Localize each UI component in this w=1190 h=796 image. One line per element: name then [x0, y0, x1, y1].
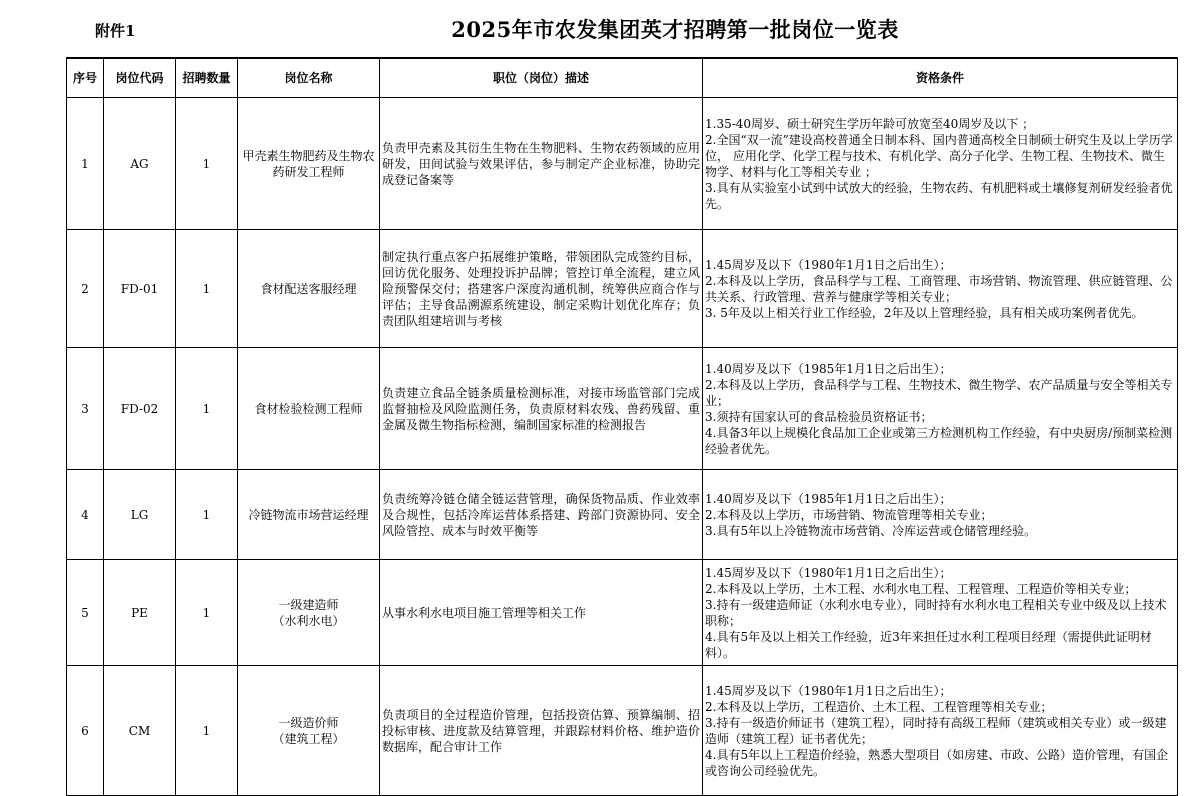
- row-count: 1: [176, 348, 238, 470]
- row-no: 3: [67, 348, 104, 470]
- requirement-item: 2.本科及以上学历，工程造价、土木工程、工程管理等相关专业；: [705, 699, 1053, 714]
- row-requirements: [703, 348, 1178, 470]
- requirement-item: 3.持有一级造价师证书（建筑工程），同时持有高级工程师（建筑或相关专业）或一级建造师（建筑工程）证书者优先；: [705, 715, 1167, 746]
- col-header-description: 职位（岗位）描述: [380, 58, 703, 98]
- requirement-item: 1.45周岁及以下（1980年1月1日之后出生）；: [705, 257, 952, 272]
- row-no: 4: [67, 470, 104, 560]
- row-count: 1: [176, 470, 238, 560]
- table-row: [67, 230, 1178, 348]
- col-header-no: 序号: [67, 58, 104, 98]
- row-description: 负责甲壳素及其衍生生物在生物肥料、生物农药领域的应用研发，田间试验与效果评估，参与制定产企业标准，协助完成登记备案等: [380, 98, 703, 230]
- row-description: 负责统筹冷链仓储全链运营管理，确保货物品质、作业效率及合规性，包括冷库运营体系搭建、跨部门资源协同、安全风险管控、成本与时效平衡等: [380, 470, 703, 560]
- requirement-item: 2.本科及以上学历，市场营销、物流管理等相关专业；: [705, 507, 993, 522]
- attachment-label: 附件1: [95, 22, 136, 40]
- row-requirements: [703, 98, 1178, 230]
- row-no: 1: [67, 98, 104, 230]
- page-title: 2025年市农发集团英才招聘第一批岗位一览表: [451, 17, 899, 42]
- row-code: FD-01: [104, 230, 176, 348]
- row-count: 1: [176, 230, 238, 348]
- row-count: 1: [176, 560, 238, 666]
- requirement-item: 2.本科及以上学历，食品科学与工程、工商管理、市场营销、物流管理、供应链管理、公共关系、行政管理、营养与健康学等相关专业；: [705, 273, 1173, 304]
- requirement-item: 3.须持有国家认可的食品检验员资格证书；: [705, 409, 933, 424]
- table-row: [67, 98, 1178, 230]
- row-position-name: 食材检验检测工程师: [238, 348, 380, 470]
- table-header-row: [67, 58, 1178, 98]
- row-description: 负责建立食品全链条质量检测标准，对接市场监管部门完成监督抽检及风险监测任务，负责原材料农残、兽药残留、重金属及微生物指标检测，编制国家标准的检测报告: [380, 348, 703, 470]
- requirement-item: 3.具有5年以上冷链物流市场营销、冷库运营或仓储管理经验。: [705, 523, 1037, 538]
- requirement-item: 1.40周岁及以下（1985年1月1日之后出生）；: [705, 361, 952, 376]
- row-code: PE: [104, 560, 176, 666]
- row-count: 1: [176, 666, 238, 796]
- requirement-item: 4.具有5年及以上相关工作经验，近3年来担任过水利工程项目经理（需提供此证明材料）。: [705, 629, 1152, 660]
- requirement-item: 2.全国“双一流”建设高校普通全日制本科、国内普通高校全日制硕士研究生及以上学历学位， 应用化学、化学工程与技术、有机化学、高分子化学、生物工程、生物技术、微生物学、材料与化工等相关专业 ；: [705, 132, 1173, 179]
- row-code: FD-02: [104, 348, 176, 470]
- row-description: 从事水利水电项目施工管理等相关工作: [380, 560, 703, 666]
- requirement-item: 3. 5年及以上相关行业工作经验，2年及以上管理经验，具有相关成功案例者优先。: [705, 305, 1144, 320]
- col-header-code: 岗位代码: [104, 58, 176, 98]
- row-no: 5: [67, 560, 104, 666]
- row-requirements: [703, 666, 1178, 796]
- positions-table: [66, 57, 1178, 796]
- requirement-item: 3.具有从实验室小试到中试放大的经验，生物农药、有机肥料或土壤修复剂研发经验者优先。: [705, 180, 1173, 211]
- requirement-item: 1.45周岁及以下（1980年1月1日之后出生）；: [705, 683, 952, 698]
- row-position-name: 甲壳素生物肥药及生物农药研发工程师: [238, 98, 380, 230]
- table-row: [67, 666, 1178, 796]
- requirement-item: 2.本科及以上学历，食品科学与工程、生物技术、微生物学、农产品质量与安全等相关专业；: [705, 377, 1173, 408]
- requirement-item: 2.本科及以上学历，土木工程、水利水电工程、工程管理、工程造价等相关专业；: [705, 581, 1137, 596]
- requirement-item: 1.40周岁及以下（1985年1月1日之后出生）；: [705, 491, 952, 506]
- row-requirements: [703, 470, 1178, 560]
- requirement-item: 1.35-40周岁、硕士研究生学历年龄可放宽至40周岁及以下 ；: [705, 116, 1035, 131]
- row-requirements: [703, 230, 1178, 348]
- table-row: [67, 470, 1178, 560]
- row-description: 制定执行重点客户拓展维护策略，带领团队完成签约目标，回访优化服务、处理投诉护品牌；管控订单全流程，建立风险预警保交付；搭建客户深度沟通机制，统筹供应商合作与评估；主导食品溯源系统建设，制定采购计划优化库存；负责团队组建培训与考核: [380, 230, 703, 348]
- row-code: CM: [104, 666, 176, 796]
- col-header-requirements: 资格条件: [703, 58, 1178, 98]
- row-no: 2: [67, 230, 104, 348]
- requirement-item: 4.具备3年以上规模化食品加工企业或第三方检测机构工作经验，有中央厨房/预制菜检测经验者优先。: [705, 425, 1173, 456]
- row-position-name: 一级造价师 （建筑工程）: [238, 666, 380, 796]
- row-no: 6: [67, 666, 104, 796]
- requirement-item: 1.45周岁及以下（1980年1月1日之后出生）；: [705, 565, 952, 580]
- row-description: 负责项目的全过程造价管理，包括投资估算、预算编制、招投标审核、进度款及结算管理，并跟踪材料价格、维护造价数据库，配合审计工作: [380, 666, 703, 796]
- table-row: [67, 348, 1178, 470]
- row-position-name: 冷链物流市场营运经理: [238, 470, 380, 560]
- row-position-name: 食材配送客服经理: [238, 230, 380, 348]
- col-header-count: 招聘数量: [176, 58, 238, 98]
- row-code: LG: [104, 470, 176, 560]
- row-position-name: 一级建造师 （水利水电）: [238, 560, 380, 666]
- requirement-item: 3.持有一级建造师证（水利水电专业），同时持有水利水电工程相关专业中级及以上技术职称；: [705, 597, 1167, 628]
- table-row: [67, 560, 1178, 666]
- requirement-item: 4.具有5年以上工程造价经验，熟悉大型项目（如房建、市政、公路）造价管理，有国企或咨询公司经验优先。: [705, 747, 1169, 778]
- row-requirements: [703, 560, 1178, 666]
- row-code: AG: [104, 98, 176, 230]
- col-header-name: 岗位名称: [238, 58, 380, 98]
- row-count: 1: [176, 98, 238, 230]
